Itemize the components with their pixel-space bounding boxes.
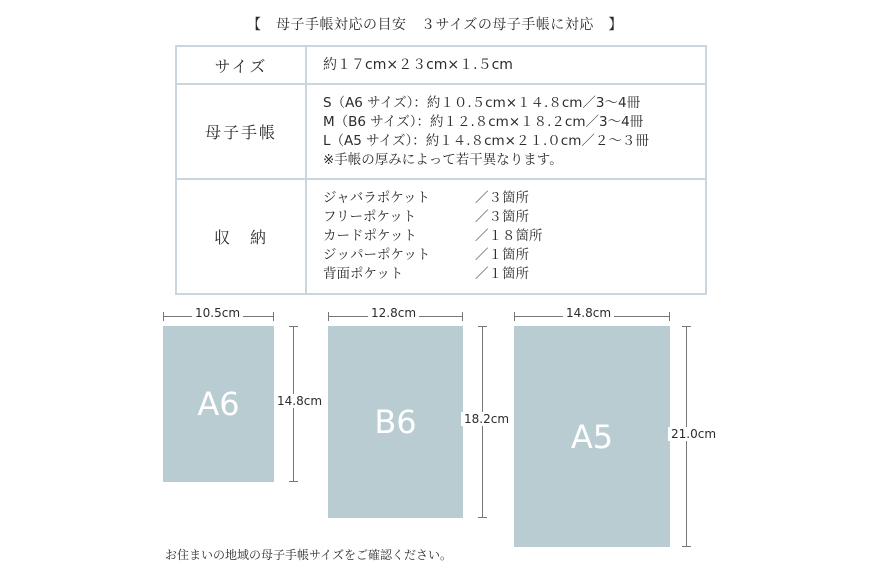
storage-item: ジャバラポケット ／３箇所 [323, 190, 529, 206]
size-label: サイズ [176, 46, 306, 84]
footnote: お住まいの地域の母子手帳サイズをご確認ください。 [165, 548, 453, 562]
storage-item: 背面ポケット ／１箇所 [323, 266, 529, 282]
table-row-size [176, 46, 706, 84]
storage-item: ジッパーポケット ／１箇所 [323, 247, 529, 263]
storage-label: 収 納 [176, 179, 306, 294]
booklet-label: 母子手帳 [176, 84, 306, 179]
page-title: 【 母子手帳対応の目安 ３サイズの母子手帳に対応 】 [247, 17, 623, 33]
storage-item: カードポケット ／１８箇所 [323, 228, 543, 244]
storage-item: フリーポケット ／３箇所 [323, 209, 529, 225]
a6-book: A6 [163, 326, 274, 482]
a5-width-label: 14.8cm [563, 306, 614, 320]
booklet-line: M（B6 サイズ）：約１２.８cm×１８.２cm／3～4冊 [323, 113, 644, 130]
a5-height-label: 21.0cm [668, 427, 719, 441]
booklet-line: S（A6 サイズ）：約１０.５cm×１４.８cm／3～4冊 [323, 94, 641, 111]
a6-width-label: 10.5cm [192, 306, 243, 320]
size-value: 約１７cm×２３cm×１.５cm [306, 46, 706, 84]
table-row-storage [176, 179, 706, 294]
table-row-booklet [176, 84, 706, 179]
spec-table [175, 45, 707, 295]
a6-height-label: 14.8cm [274, 394, 325, 408]
booklet-line: L（A5 サイズ）：約１４.８cm×２１.０cm／２～３冊 [323, 132, 649, 149]
b6-height-label: 18.2cm [461, 412, 512, 426]
b6-book: B6 [328, 326, 463, 518]
b6-width-label: 12.8cm [368, 306, 419, 320]
a5-book: A5 [514, 326, 670, 547]
booklet-note: ※手帳の厚みによって若干異なります。 [323, 151, 563, 168]
